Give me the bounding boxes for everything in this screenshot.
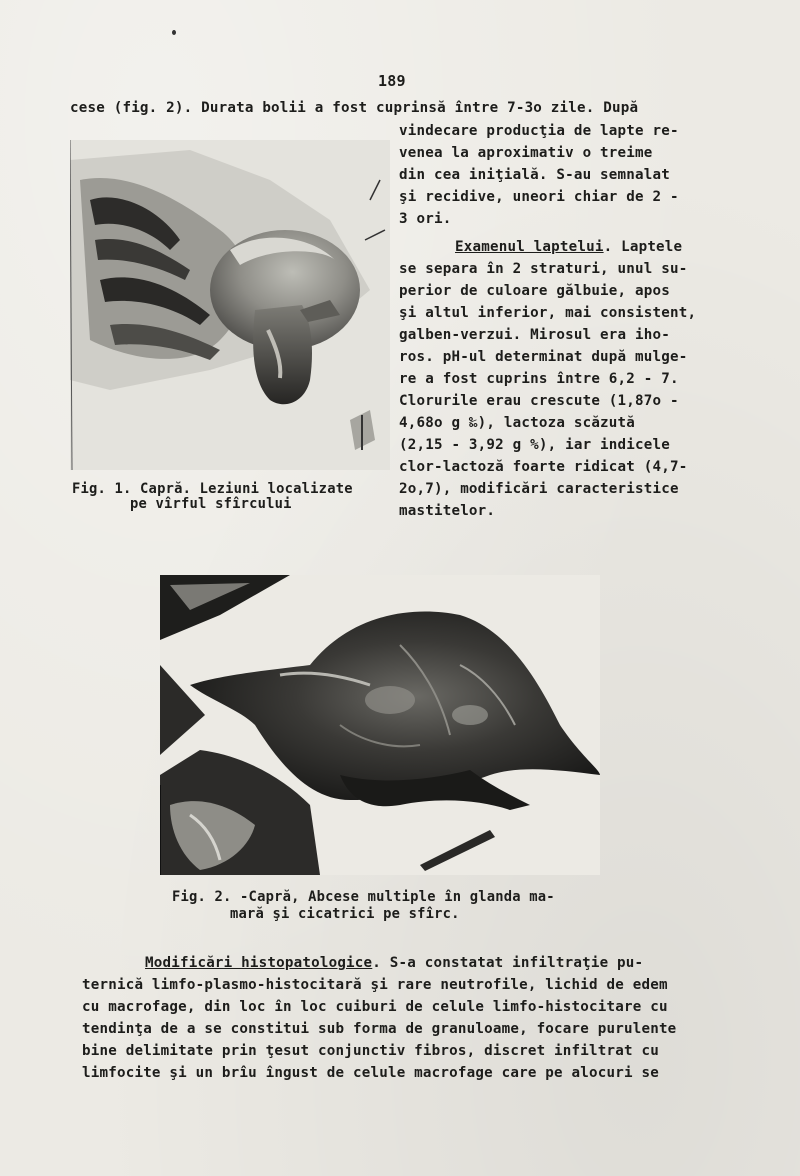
figure-2-caption-line-1: Fig. 2. -Capră, Abcese multiple în glanda ma- [172,889,555,905]
milk-exam-line-7: Clorurile erau crescute (1,87o - [399,393,679,409]
milk-exam-first-line [455,236,682,258]
figure-2-caption-line-2: mară şi cicatrici pe sfîrc. [230,906,460,922]
milk-exam-line-3: şi altul inferior, mai consistent, [399,305,697,321]
histo-first-line [145,952,643,974]
milk-exam-heading: Examenul laptelui [455,239,604,255]
milk-exam-line-8: 4,68o g ‰), lactoza scăzută [399,415,636,431]
intro-line: cese (fig. 2). Durata bolii a fost cuprinsă între 7-3o zile. După [70,100,639,116]
histo-first-line-rest: . S-a constatat infiltraţie pu- [372,955,644,971]
histo-line-3: tendinţa de a se constitui sub forma de granuloame, focare purulente [82,1021,677,1037]
figure-1-caption-line-1: Fig. 1. Capră. Leziuni localizate [72,481,353,497]
figure-2-image [160,575,600,875]
milk-exam-line-2: perior de culoare gălbuie, apos [399,283,670,299]
figure-1-photo [70,140,390,470]
right-column-line-1: vindecare producţia de lapte re- [399,123,679,139]
histo-line-4: bine delimitate prin ţesut conjunctiv fibros, discret infiltrat cu [82,1043,659,1059]
milk-exam-line-4: galben-verzui. Mirosul era iho- [399,327,670,343]
figure-1-caption-line-2: pe vîrful sfîrcului [130,496,292,512]
page-number: 189 [378,72,406,90]
histo-heading: Modificări histopatologice [145,955,373,971]
ink-speck [172,30,176,35]
figure-2-photo [160,575,600,875]
figure-1-image [70,140,390,470]
milk-exam-line-5: ros. pH-ul determinat după mulge- [399,349,688,365]
milk-exam-line-11: 2o,7), modificări caracteristice [399,481,679,497]
milk-exam-line-1: se separa în 2 straturi, unul su- [399,261,688,277]
histo-line-1: ternică limfo-plasmo-histocitară şi rare neutrofile, lichid de edem [82,977,668,993]
right-column-line-3: din cea iniţială. S-au semnalat [399,167,670,183]
milk-exam-line-6: re a fost cuprins între 6,2 - 7. [399,371,679,387]
right-column-line-4: şi recidive, uneori chiar de 2 - [399,189,679,205]
histo-line-5: limfocite şi un brîu îngust de celule macrofage care pe alocuri se [82,1065,659,1081]
histo-line-2: cu macrofage, din loc în loc cuiburi de celule limfo-histocitare cu [82,999,668,1015]
milk-exam-line-9: (2,15 - 3,92 g %), iar indicele [399,437,670,453]
milk-exam-line-12: mastitelor. [399,503,496,519]
milk-exam-first-line-rest: . Laptele [603,239,683,255]
milk-exam-line-10: clor-lactoză foarte ridicat (4,7- [399,459,688,475]
right-column-line-5: 3 ori. [399,211,452,227]
right-column-line-2: venea la aproximativ o treime [399,145,653,161]
